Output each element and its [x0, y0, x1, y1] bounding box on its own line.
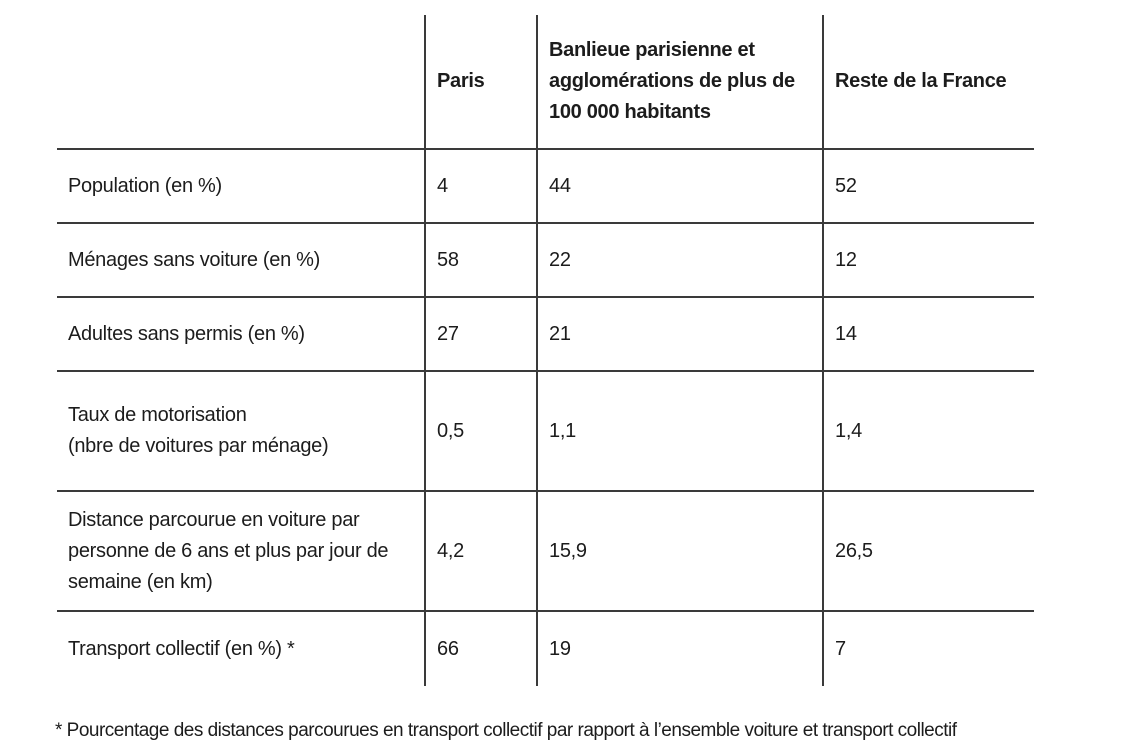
cell-reste-france: 52 — [835, 174, 857, 197]
row-label-text: Distance parcourue en voiture par personne de 6 ans et plus par jour de semaine (en km) — [68, 508, 389, 593]
cell-paris: 4,2 — [437, 539, 464, 562]
header-banlieue — [549, 15, 819, 148]
row-label-text: Taux de motorisation (nbre de voitures par ménage) — [68, 404, 329, 457]
cell-paris: 66 — [437, 637, 459, 660]
cell-reste-france: 12 — [835, 248, 857, 271]
cell-banlieue: 44 — [549, 174, 571, 197]
header-paris: Paris — [437, 70, 485, 92]
footnote: * Pourcentage des distances parcourues en transport collectif par rapport à l’ensemble voiture et transport collectif — [55, 720, 957, 741]
cell-paris: 58 — [437, 248, 459, 271]
row-label: Transport collectif (en %) * — [68, 637, 295, 660]
cell-banlieue: 22 — [549, 248, 571, 271]
cell-paris: 27 — [437, 322, 459, 345]
column-divider — [536, 15, 538, 686]
cell-reste-france: 14 — [835, 322, 857, 345]
cell-banlieue: 15,9 — [549, 539, 587, 562]
row-label: Adultes sans permis (en %) — [68, 322, 305, 345]
cell-reste-france: 26,5 — [835, 539, 873, 562]
row-label: Ménages sans voiture (en %) — [68, 248, 321, 271]
row-label: Population (en %) — [68, 174, 222, 197]
cell-paris: 0,5 — [437, 419, 464, 442]
row-label — [68, 492, 420, 610]
header-banlieue-text: Banlieue parisienne et agglomérations de plus de 100 000 habitants — [549, 39, 795, 123]
cell-reste-france: 1,4 — [835, 419, 862, 442]
cell-paris: 4 — [437, 174, 448, 197]
cell-banlieue: 19 — [549, 637, 571, 660]
cell-banlieue: 21 — [549, 322, 571, 345]
cell-reste-france: 7 — [835, 637, 846, 660]
row-label — [68, 372, 420, 490]
column-divider — [822, 15, 824, 686]
cell-banlieue: 1,1 — [549, 419, 576, 442]
column-divider — [424, 15, 426, 686]
header-reste-france: Reste de la France — [835, 70, 1007, 92]
